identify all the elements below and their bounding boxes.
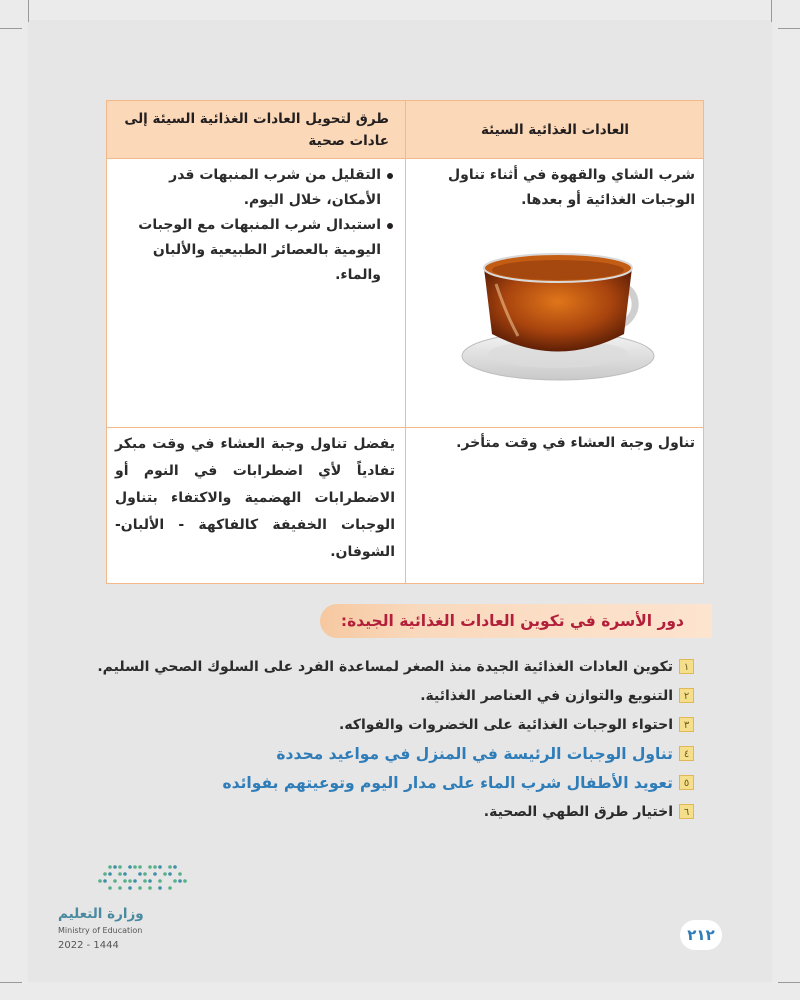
number-badge: ٤: [679, 746, 694, 761]
list-item-text: تكوين العادات الغذائية الجيدة منذ الصغر لمساعدة الفرد على السلوك الصحي السليم.: [97, 658, 673, 675]
remedy-list-1: [111, 163, 399, 288]
bad-habit-1: شرب الشاي والقهوة في أثناء تناول الوجبات الغذائية أو بعدها.: [447, 167, 695, 208]
list-item: [74, 768, 694, 797]
ministry-name-arabic: وزارة التعليم: [58, 906, 144, 922]
list-item: [74, 710, 694, 739]
ministry-name-english: Ministry of Education: [58, 926, 143, 935]
list-item-text: اختيار طرق الطهي الصحية.: [483, 803, 673, 820]
number-badge: ١: [679, 659, 694, 674]
page-number: ٢١٢: [680, 920, 722, 950]
crop-mark-top-left: [0, 28, 22, 29]
table-row-divider: [107, 158, 703, 159]
list-item-text: التنويع والتوازن في العناصر الغذائية.: [420, 687, 673, 704]
list-item: [74, 797, 694, 826]
number-badge: ٥: [679, 775, 694, 790]
family-role-banner: [320, 604, 712, 638]
table-row-divider: [107, 427, 703, 428]
crop-mark-bottom-right: [778, 982, 800, 983]
crop-mark-top-right: [778, 28, 800, 29]
number-badge: ٢: [679, 688, 694, 703]
crop-mark-top-left-v: [28, 0, 29, 22]
list-item-text: تعويد الأطفال شرب الماء على مدار اليوم وتوعيتهم بفوائده: [222, 773, 673, 792]
family-role-list: [74, 652, 694, 826]
bad-habit-2: تناول وجبة العشاء في وقت متأخر.: [456, 435, 695, 451]
number-badge: ٦: [679, 804, 694, 819]
edition-year: 2022 - 1444: [58, 940, 119, 951]
list-item: التقليل من شرب المنبهات قدر الأمكان، خلال اليوم.: [115, 163, 395, 213]
section-title: دور الأسرة في تكوين العادات الغذائية الجيدة:: [340, 612, 684, 630]
crop-mark-bottom-left: [0, 982, 22, 983]
list-item: [74, 652, 694, 681]
header-bad-habits: العادات الغذائية السيئة: [480, 121, 630, 138]
list-item: [74, 739, 694, 768]
header-remedies: طرق لتحويل العادات الغذائية السيئة إلى عادات صحية: [124, 110, 389, 149]
remedy-2: يفضل تناول وجبة العشاء في وقت مبكر تفادياً لأي اضطرابات في النوم أو الاضطرابات الهضمية والاكتفاء بتناول الوجبات الخفيفة كالفاكهة - الألبان- الشوفان.: [115, 436, 395, 560]
list-item: [74, 681, 694, 710]
crop-mark-top-right-v: [771, 0, 772, 22]
list-item-text: احتواء الوجبات الغذائية على الخضروات والفواكه.: [339, 716, 673, 733]
list-item: استبدال شرب المنبهات مع الوجبات اليومية بالعصائر الطبيعية والألبان والماء.: [115, 213, 395, 288]
number-badge: ٣: [679, 717, 694, 732]
table-column-divider: [405, 101, 406, 583]
ministry-logo-icon: [96, 862, 190, 896]
list-item-text: تناول الوجبات الرئيسة في المنزل في مواعيد محددة: [276, 744, 673, 763]
tea-cup-image: [458, 244, 658, 384]
